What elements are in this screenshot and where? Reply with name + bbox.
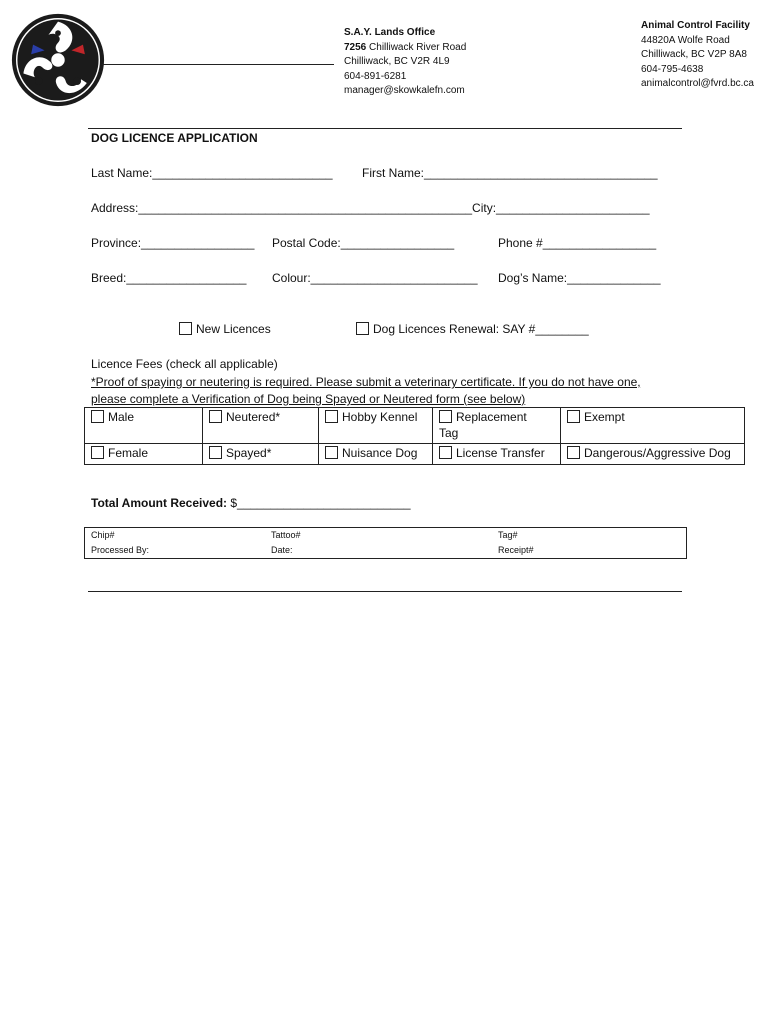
new-licences-checkbox[interactable] xyxy=(179,322,192,335)
animal-control-phone: 604-795-4638 xyxy=(641,63,704,75)
total-amount-label: Total Amount Received: xyxy=(91,496,228,510)
receipt-cell: Receipt# xyxy=(498,545,534,555)
last-name-field[interactable]: Last Name:___________________________ xyxy=(91,166,333,180)
breed-field[interactable]: Breed:__________________ xyxy=(91,271,247,285)
replacement-tag-label-1: Replacement xyxy=(456,410,527,424)
crest-logo xyxy=(10,12,106,108)
animal-control-email: animalcontrol@fvrd.bc.ca xyxy=(641,78,754,89)
date-cell: Date: xyxy=(271,545,293,555)
fees-note-line-2: please complete a Verification of Dog being Spayed or Neutered form (see below) xyxy=(91,392,526,406)
phone-field[interactable]: Phone #_________________ xyxy=(498,236,657,250)
say-office-street-number: 7256 xyxy=(344,41,367,53)
renewal-option[interactable] xyxy=(356,322,589,336)
spayed-option[interactable] xyxy=(203,444,319,465)
say-office-street: Chilliwack River Road xyxy=(369,41,467,53)
animal-control-city: Chilliwack, BC V2P 8A8 xyxy=(641,49,747,60)
license-transfer-option[interactable] xyxy=(433,444,561,465)
fees-note-line-1: *Proof of spaying or neutering is required. Please submit a veterinary certificate. If you do not have one, xyxy=(91,375,641,389)
nuisance-dog-checkbox[interactable] xyxy=(325,446,338,459)
first-name-field[interactable]: First Name:___________________________________ xyxy=(362,166,658,180)
address-city-field[interactable]: Address:__________________________________________________City:_______________________ xyxy=(91,201,650,215)
male-option[interactable] xyxy=(85,408,203,444)
male-label: Male xyxy=(108,410,135,424)
female-checkbox[interactable] xyxy=(91,446,104,459)
total-amount[interactable] xyxy=(91,496,411,510)
colour-field[interactable]: Colour:_________________________ xyxy=(272,271,478,285)
office-use-table xyxy=(84,527,687,559)
hobby-kennel-label: Hobby Kennel xyxy=(342,410,418,424)
tag-cell: Tag# xyxy=(498,530,518,540)
dangerous-dog-label: Dangerous/Aggressive Dog xyxy=(584,446,731,460)
say-office-name: S.A.Y. Lands Office xyxy=(344,27,436,38)
renewal-label: Dog Licences Renewal: SAY #________ xyxy=(373,322,589,336)
say-office-address xyxy=(344,26,466,99)
nuisance-dog-label: Nuisance Dog xyxy=(342,446,418,460)
dangerous-dog-option[interactable] xyxy=(561,444,745,465)
replacement-tag-label-2: Tag xyxy=(439,426,459,440)
header-rule xyxy=(102,64,334,65)
neutered-checkbox[interactable] xyxy=(209,410,222,423)
exempt-option[interactable] xyxy=(561,408,745,444)
spayed-label: Spayed* xyxy=(226,446,272,460)
tattoo-cell: Tattoo# xyxy=(271,530,301,540)
exempt-checkbox[interactable] xyxy=(567,410,580,423)
male-checkbox[interactable] xyxy=(91,410,104,423)
say-office-phone: 604-891-6281 xyxy=(344,70,407,82)
hobby-kennel-option[interactable] xyxy=(319,408,433,444)
exempt-label: Exempt xyxy=(584,410,625,424)
hobby-kennel-checkbox[interactable] xyxy=(325,410,338,423)
province-field[interactable]: Province:_________________ xyxy=(91,236,255,250)
title-rule xyxy=(88,128,682,129)
fees-row-1 xyxy=(85,408,745,444)
nuisance-dog-option[interactable] xyxy=(319,444,433,465)
say-office-email: manager@skowkalefn.com xyxy=(344,85,465,96)
female-label: Female xyxy=(108,446,149,460)
replacement-tag-option[interactable] xyxy=(433,408,561,444)
footer-rule xyxy=(88,591,682,592)
dogs-name-field[interactable]: Dog’s Name:______________ xyxy=(498,271,661,285)
form-title: DOG LICENCE APPLICATION xyxy=(91,131,258,145)
processed-by-cell: Processed By: xyxy=(91,545,150,555)
dangerous-dog-checkbox[interactable] xyxy=(567,446,580,459)
neutered-option[interactable] xyxy=(203,408,319,444)
total-amount-value: $__________________________ xyxy=(230,496,411,510)
spayed-checkbox[interactable] xyxy=(209,446,222,459)
animal-control-street: 44820A Wolfe Road xyxy=(641,34,730,46)
license-transfer-label: License Transfer xyxy=(456,446,545,460)
neutered-label: Neutered* xyxy=(226,410,281,424)
new-licences-option[interactable] xyxy=(179,322,271,336)
chip-cell: Chip# xyxy=(91,530,115,540)
replacement-tag-checkbox[interactable] xyxy=(439,410,452,423)
postal-code-field[interactable]: Postal Code:_________________ xyxy=(272,236,455,250)
fees-table xyxy=(84,407,745,465)
animal-control-name: Animal Control Facility xyxy=(641,20,750,31)
office-row-1 xyxy=(85,528,687,544)
new-licences-label: New Licences xyxy=(196,322,271,336)
fees-heading: Licence Fees (check all applicable) xyxy=(91,357,278,371)
fees-row-2 xyxy=(85,444,745,465)
female-option[interactable] xyxy=(85,444,203,465)
license-transfer-checkbox[interactable] xyxy=(439,446,452,459)
office-row-2 xyxy=(85,543,687,559)
renewal-checkbox[interactable] xyxy=(356,322,369,335)
animal-control-address xyxy=(641,19,754,92)
say-office-city: Chilliwack, BC V2R 4L9 xyxy=(344,56,450,67)
